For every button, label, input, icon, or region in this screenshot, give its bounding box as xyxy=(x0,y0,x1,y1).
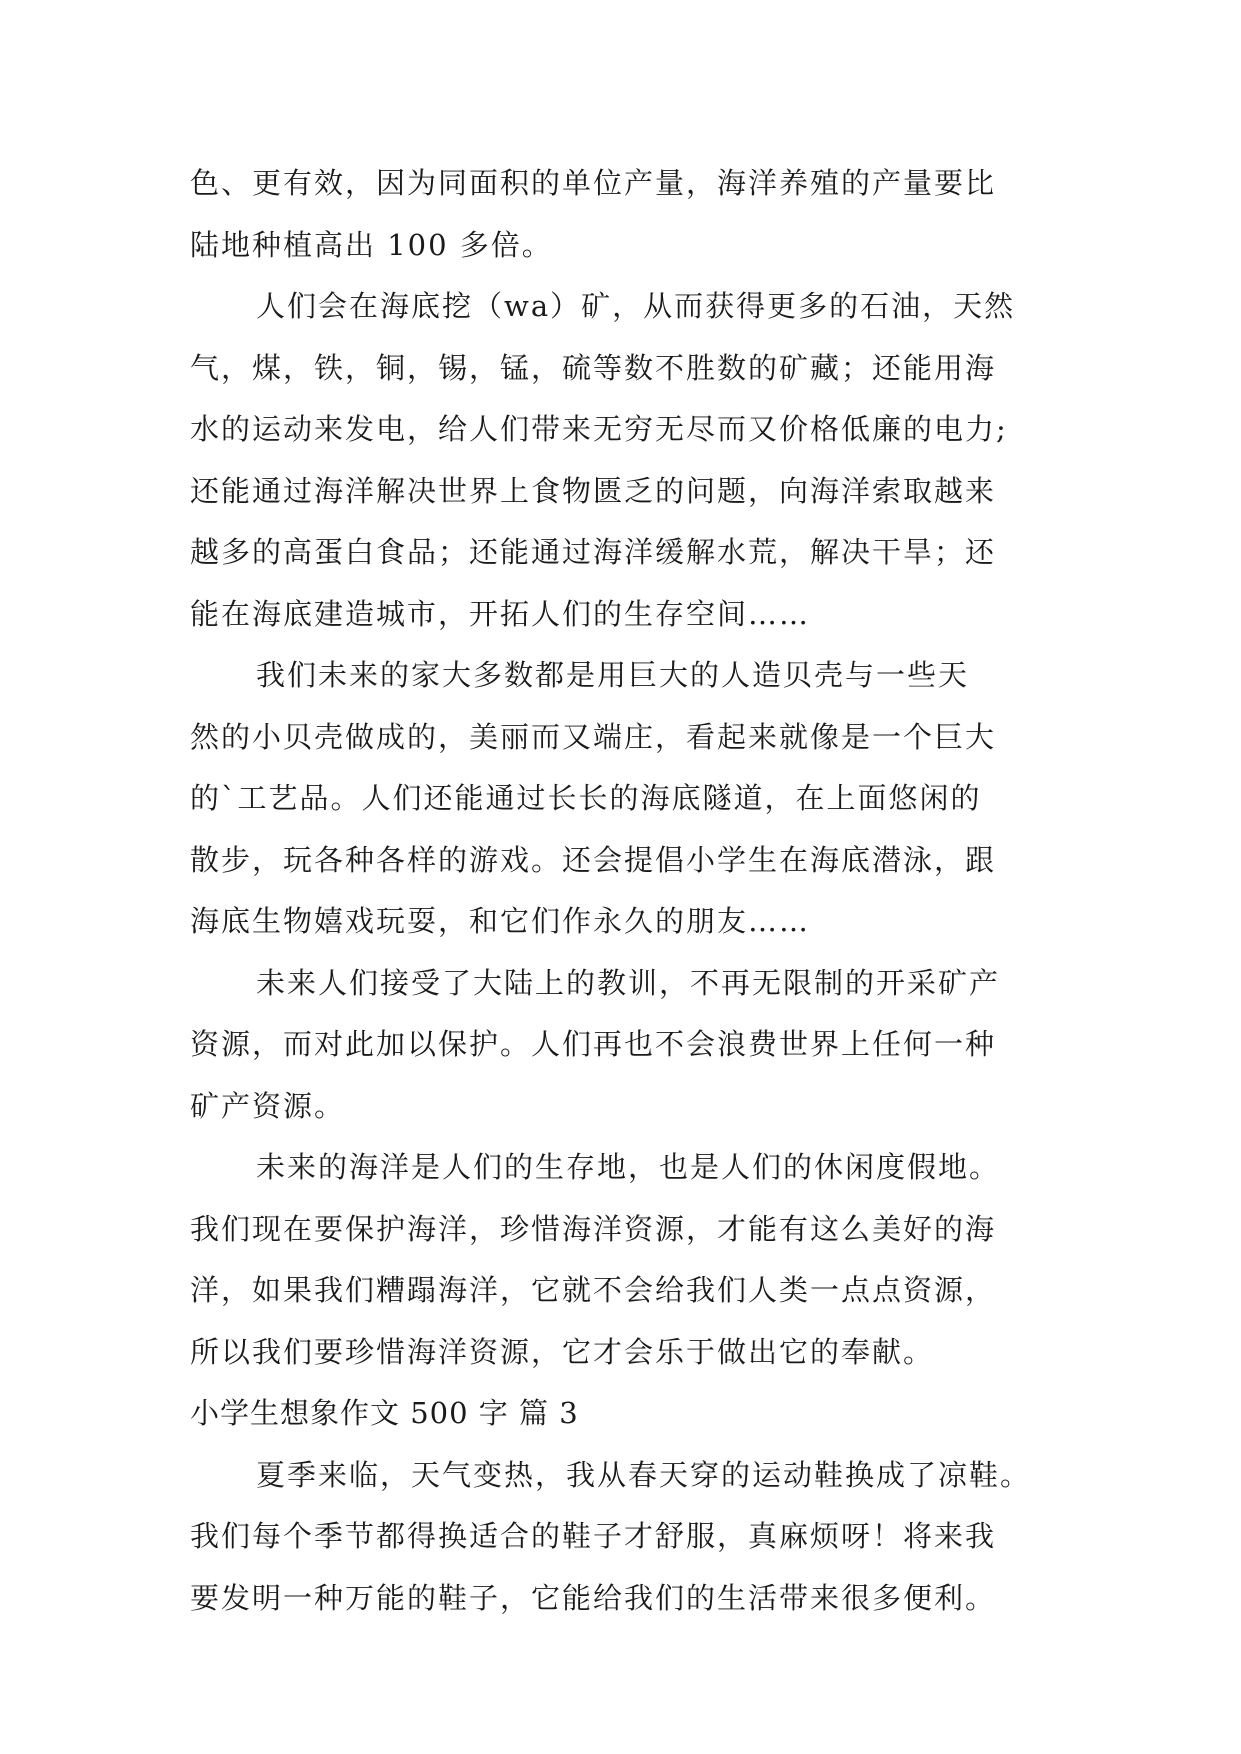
paragraph xyxy=(190,276,1070,645)
text-line: 洋，如果我们糟蹋海洋，它就不会给我们人类一点点资源， xyxy=(190,1273,997,1307)
text-line: 水的运动来发电，给人们带来无穷无尽而又价格低廉的电力; xyxy=(190,412,1008,446)
text-line: 能在海底建造城市，开拓人们的生存空间…… xyxy=(190,596,811,631)
paragraph xyxy=(190,953,1070,1138)
text-line: 海底生物嬉戏玩耍，和它们作永久的朋友…… xyxy=(190,904,811,938)
document-body xyxy=(190,153,1070,1629)
text-line: 散步，玩各种各样的游戏。还会提倡小学生在海底潜泳，跟 xyxy=(190,842,997,877)
text-line: 的`工艺品。人们还能通过长长的海底隧道，在上面悠闲的 xyxy=(190,781,982,815)
section-heading xyxy=(190,1383,1070,1445)
text-line: 未来的海洋是人们的生存地，也是人们的休闲度假地。 xyxy=(256,1150,1001,1184)
text-line: 气，煤，铁，铜，锡，锰，硫等数不胜数的矿藏；还能用海 xyxy=(190,350,997,385)
text-line: 越多的高蛋白食品；还能通过海洋缓解水荒，解决干旱；还 xyxy=(190,535,997,569)
text-line: 色、更有效，因为同面积的单位产量，海洋养殖的产量要比 xyxy=(190,166,997,200)
text-line: 然的小贝壳做成的，美丽而又端庄，看起来就像是一个巨大 xyxy=(190,719,997,754)
text-line: 我们未来的家大多数都是用巨大的人造贝壳与一些天 xyxy=(256,658,970,692)
text-line: 我们现在要保护海洋，珍惜海洋资源，才能有这么美好的海 xyxy=(190,1211,997,1246)
paragraph xyxy=(190,1137,1070,1383)
text-line: 所以我们要珍惜海洋资源，它才会乐于做出它的奉献。 xyxy=(190,1334,935,1369)
text-line: 我们每个季节都得换适合的鞋子才舒服，真麻烦呀！将来我 xyxy=(190,1519,997,1553)
text-line: 陆地种植高出 100 多倍。 xyxy=(190,227,553,262)
text-line: 夏季来临，天气变热，我从春天穿的运动鞋换成了凉鞋。 xyxy=(256,1457,1032,1492)
text-line: 未来人们接受了大陆上的教训，不再无限制的开采矿产 xyxy=(256,965,1001,1000)
heading-text: 小学生想象作文 500 字 篇 3 xyxy=(190,1396,579,1430)
text-line: 人们会在海底挖（wa）矿，从而获得更多的石油，天然 xyxy=(256,289,1016,323)
text-line: 要发明一种万能的鞋子，它能给我们的生活带来很多便利。 xyxy=(190,1580,997,1615)
text-line: 还能通过海洋解决世界上食物匮乏的问题，向海洋索取越来 xyxy=(190,473,997,508)
paragraph xyxy=(190,153,1070,276)
paragraph xyxy=(190,645,1070,953)
text-line: 矿产资源。 xyxy=(190,1088,346,1123)
text-line: 资源，而对此加以保护。人们再也不会浪费世界上任何一种 xyxy=(190,1027,997,1061)
paragraph xyxy=(190,1445,1070,1630)
